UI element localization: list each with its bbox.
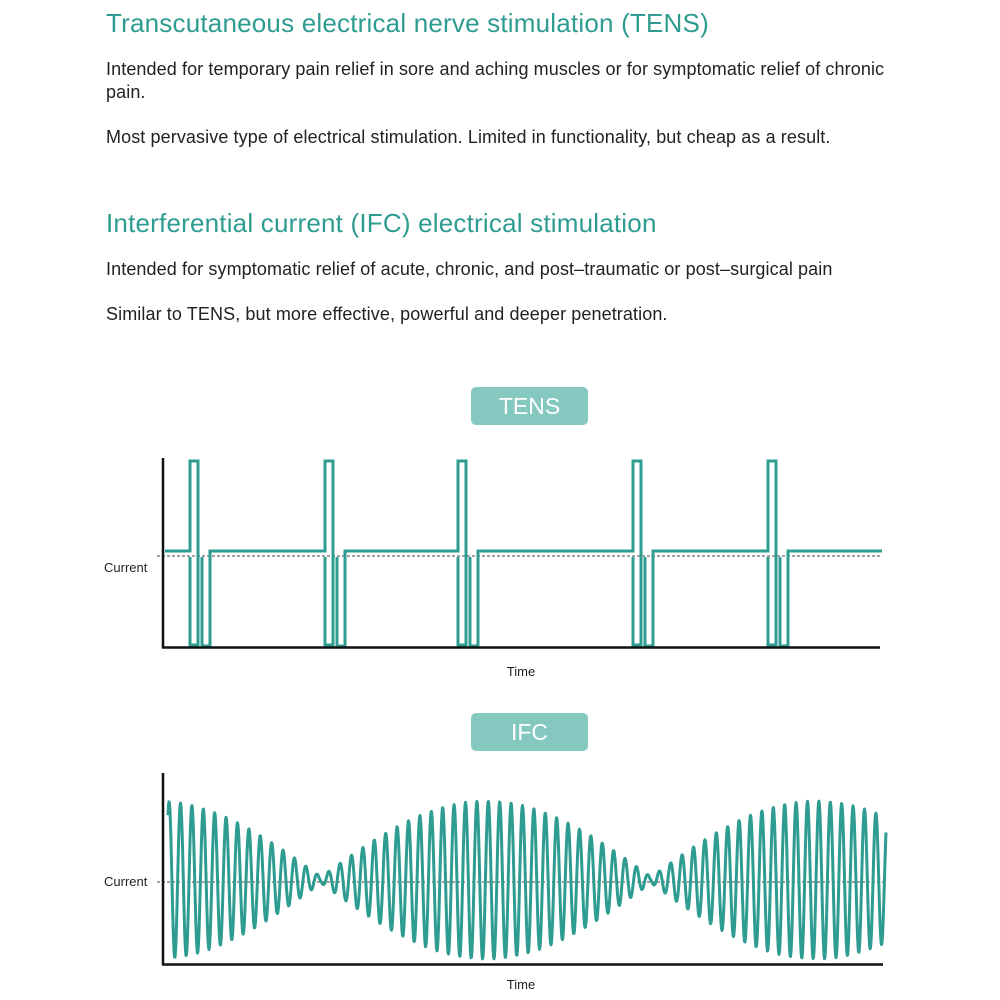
tens-paragraph-intended-use: Intended for temporary pain relief in sore and aching muscles or for symptomatic relief of chronic pain. [106, 59, 885, 102]
ifc-paragraph-intended-use: Intended for symptomatic relief of acute, chronic, and post–traumatic or post–surgical pain [106, 259, 833, 279]
ifc-paragraph-description: Similar to TENS, but more effective, powerful and deeper penetration. [106, 304, 668, 324]
ifc-waveform [168, 801, 886, 959]
tens-waveform [165, 461, 882, 646]
tens-waveform-diagram [0, 455, 1000, 685]
tens-paragraph-description: Most pervasive type of electrical stimulation. Limited in functionality, but cheap as a result. [106, 127, 831, 147]
tens-badge: TENS [471, 387, 588, 425]
tens-section [106, 8, 906, 149]
ifc-waveform-diagram [0, 770, 1000, 1000]
tens-y-axis-label: Current [104, 560, 148, 575]
tens-x-axis-label: Time [506, 664, 536, 679]
tens-heading: Transcutaneous electrical nerve stimulation (TENS) [106, 8, 709, 38]
ifc-y-axis-label: Current [104, 874, 148, 889]
ifc-badge: IFC [471, 713, 588, 751]
ifc-section [106, 208, 906, 326]
ifc-x-axis-label: Time [506, 977, 536, 992]
ifc-heading: Interferential current (IFC) electrical stimulation [106, 208, 657, 238]
